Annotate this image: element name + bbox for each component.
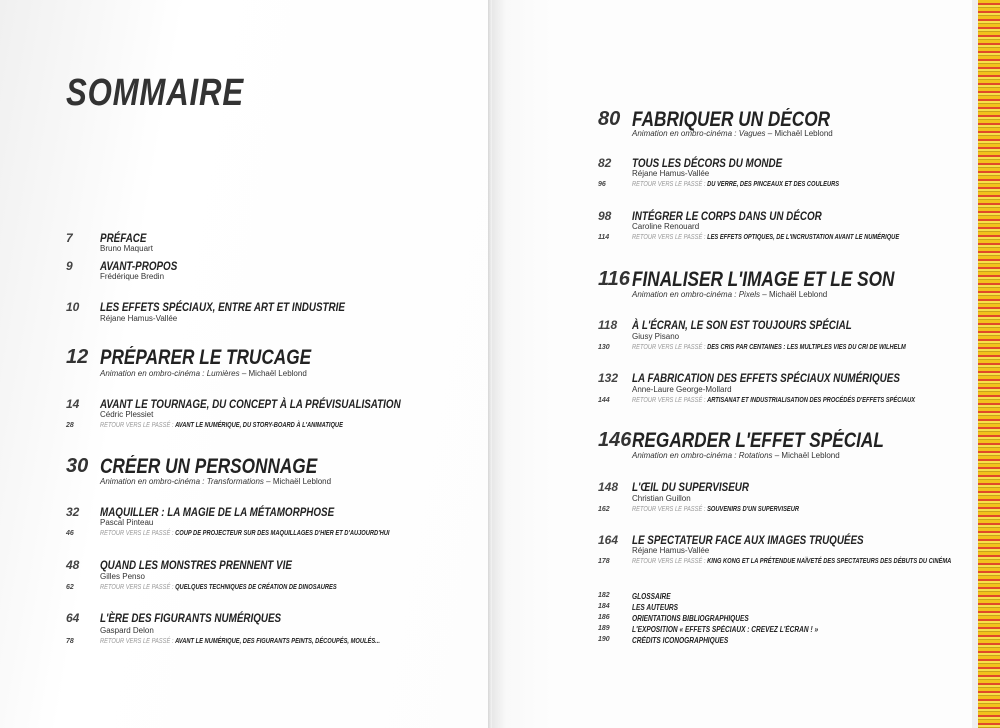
section-title: REGARDER L'EFFET SPÉCIAL [632, 429, 884, 452]
appendix-title: ORIENTATIONS BIBLIOGRAPHIQUES [632, 614, 749, 623]
author-name: Réjane Hamus-Vallée [632, 546, 710, 555]
section-title: PRÉPARER LE TRUCAGE [100, 346, 312, 369]
page-number: 184 [598, 603, 610, 610]
chapter-title: PRÉFACE [100, 231, 147, 245]
author-name: Giusy Pisano [632, 332, 680, 341]
appendix-title: L'EXPOSITION « EFFETS SPÉCIAUX : CREVEZ L'ÉCRAN ! » [632, 625, 819, 634]
toc-entry[interactable] [66, 231, 466, 255]
toc-section[interactable] [66, 455, 466, 489]
appendix-title: GLOSSAIRE [632, 592, 671, 601]
chapter-title: LES EFFETS SPÉCIAUX, ENTRE ART ET INDUSTRIE [100, 300, 345, 314]
page-number: 64 [66, 611, 80, 625]
page-number: 146 [598, 429, 632, 451]
chapter-title: À L'ÉCRAN, LE SON EST TOUJOURS SPÉCIAL [632, 318, 852, 332]
right-page [492, 0, 972, 728]
section-subtitle: Animation en ombro-cinéma : Transformations – Michaël Leblond [100, 477, 332, 486]
page-number: 48 [66, 558, 80, 572]
author-name: Gaspard Delon [100, 626, 154, 635]
page-number: 82 [598, 156, 612, 170]
return-line: RETOUR VERS LE PASSÉ : SOUVENIRS D'UN SUPERVISEUR [632, 506, 800, 513]
appendix-title: CRÉDITS ICONOGRAPHIQUES [632, 636, 729, 645]
section-title: CRÉER UN PERSONNAGE [100, 455, 318, 478]
return-line: RETOUR VERS LE PASSÉ : AVANT LE NUMÉRIQUE, DU STORY-BOARD À L'ANIMATIQUE [100, 422, 343, 429]
chapter-title: AVANT-PROPOS [100, 259, 178, 273]
toc-entry[interactable] [598, 533, 958, 569]
appendix-title: LES AUTEURS [632, 603, 679, 612]
chapter-title: L'ÈRE DES FIGURANTS NUMÉRIQUES [100, 611, 282, 625]
section-subtitle: Animation en ombro-cinéma : Rotations – Michaël Leblond [632, 451, 840, 460]
return-line: RETOUR VERS LE PASSÉ : LES EFFETS OPTIQUES, DE L'INCRUSTATION AVANT LE NUMÉRIQUE [632, 234, 900, 241]
page-number: 189 [598, 625, 610, 632]
page-number: 10 [66, 300, 80, 314]
return-line: RETOUR VERS LE PASSÉ : DES CRIS PAR CENTAINES : LES MULTIPLES VIES DU CRI DE WILHELM [632, 344, 906, 351]
toc-section[interactable] [598, 429, 958, 463]
appendix-item[interactable] [598, 614, 958, 625]
toc-entry[interactable] [598, 318, 958, 354]
return-line: RETOUR VERS LE PASSÉ : AVANT LE NUMÉRIQUE, DES FIGURANTS PEINTS, DÉCOUPÉS, MOULÉS... [100, 638, 380, 645]
section-title: FABRIQUER UN DÉCOR [632, 108, 831, 131]
return-page-number: 130 [598, 344, 610, 351]
page-number: 164 [598, 533, 619, 547]
page-number: 9 [66, 259, 73, 273]
return-line: RETOUR VERS LE PASSÉ : QUELQUES TECHNIQUES DE CRÉATION DE DINOSAURES [100, 584, 337, 591]
return-page-number: 114 [598, 234, 610, 241]
page-number: 182 [598, 592, 610, 599]
left-page [0, 0, 492, 728]
appendix-item[interactable] [598, 625, 958, 636]
return-page-number: 178 [598, 558, 610, 565]
toc-entry[interactable] [66, 300, 466, 324]
return-line: RETOUR VERS LE PASSÉ : KING KONG ET LA PRÉTENDUE NAÏVETÉ DES SPECTATEURS DES DÉBUTS DU CINÉMA [632, 558, 952, 565]
toc-section[interactable] [598, 268, 958, 302]
toc-entry[interactable] [66, 505, 466, 541]
page-number: 118 [598, 318, 618, 332]
return-line: RETOUR VERS LE PASSÉ : ARTISANAT ET INDUSTRIALISATION DES PROCÉDÉS D'EFFETS SPÉCIAUX [632, 397, 916, 404]
chapter-title: TOUS LES DÉCORS DU MONDE [632, 156, 783, 170]
author-name: Bruno Maquart [100, 244, 153, 253]
page-number: 148 [598, 480, 619, 494]
page-number: 98 [598, 209, 612, 223]
toc-entry[interactable] [598, 371, 958, 407]
appendix-list [598, 592, 958, 652]
page-number: 30 [66, 455, 89, 477]
author-name: Christian Guillon [632, 494, 691, 503]
return-page-number: 46 [66, 530, 74, 537]
toc-entry[interactable] [66, 558, 466, 594]
page-number: 80 [598, 108, 621, 130]
page-number: 32 [66, 505, 80, 519]
appendix-item[interactable] [598, 592, 958, 603]
return-page-number: 62 [66, 584, 74, 591]
chapter-title: AVANT LE TOURNAGE, DU CONCEPT À LA PRÉVISUALISATION [100, 397, 401, 411]
chapter-title: LA FABRICATION DES EFFETS SPÉCIAUX NUMÉRIQUES [632, 371, 900, 385]
section-title: FINALISER L'IMAGE ET LE SON [632, 268, 895, 291]
section-subtitle: Animation en ombro-cinéma : Vagues – Michaël Leblond [632, 129, 833, 138]
page-number: 116 [598, 268, 630, 290]
return-page-number: 28 [66, 422, 74, 429]
section-subtitle: Animation en ombro-cinéma : Lumières – Michaël Leblond [100, 369, 307, 378]
appendix-item[interactable] [598, 603, 958, 614]
section-subtitle: Animation en ombro-cinéma : Pixels – Michaël Leblond [632, 290, 828, 299]
page-number: 190 [598, 636, 610, 643]
toc-entry[interactable] [66, 397, 466, 433]
page-number: 12 [66, 346, 89, 368]
author-name: Pascal Pinteau [100, 518, 154, 527]
page-number: 7 [66, 231, 73, 245]
toc-entry[interactable] [66, 259, 466, 283]
return-page-number: 144 [598, 397, 610, 404]
author-name: Anne-Laure George-Mollard [632, 385, 732, 394]
toc-entry[interactable] [598, 209, 958, 245]
chapter-title: L'ŒIL DU SUPERVISEUR [632, 480, 749, 494]
return-line: RETOUR VERS LE PASSÉ : COUP DE PROJECTEUR SUR DES MAQUILLAGES D'HIER ET D'AUJOURD'HUI [100, 530, 390, 537]
toc-entry[interactable] [598, 156, 958, 192]
author-name: Frédérique Bredin [100, 272, 165, 281]
toc-section[interactable] [598, 108, 958, 142]
author-name: Réjane Hamus-Vallée [632, 169, 710, 178]
page-edge-stripes [972, 0, 1000, 728]
page-title: SOMMAIRE [66, 72, 244, 114]
chapter-title: MAQUILLER : LA MAGIE DE LA MÉTAMORPHOSE [100, 505, 335, 519]
page-number: 14 [66, 397, 80, 411]
return-line: RETOUR VERS LE PASSÉ : DU VERRE, DES PINCEAUX ET DES COULEURS [632, 181, 840, 188]
page-number: 186 [598, 614, 610, 621]
toc-section[interactable] [66, 346, 466, 380]
author-name: Cédric Plessiet [100, 410, 154, 419]
author-name: Réjane Hamus-Vallée [100, 314, 178, 323]
page-number: 132 [598, 371, 619, 385]
chapter-title: LE SPECTATEUR FACE AUX IMAGES TRUQUÉES [632, 533, 864, 547]
return-page-number: 96 [598, 181, 606, 188]
return-page-number: 78 [66, 638, 74, 645]
author-name: Caroline Renouard [632, 222, 700, 231]
return-page-number: 162 [598, 506, 610, 513]
appendix-item[interactable] [598, 636, 958, 647]
author-name: Gilles Penso [100, 572, 145, 581]
chapter-title: INTÉGRER LE CORPS DANS UN DÉCOR [632, 209, 822, 223]
toc-entry[interactable] [66, 611, 466, 647]
toc-entry[interactable] [598, 480, 958, 516]
chapter-title: QUAND LES MONSTRES PRENNENT VIE [100, 558, 292, 572]
